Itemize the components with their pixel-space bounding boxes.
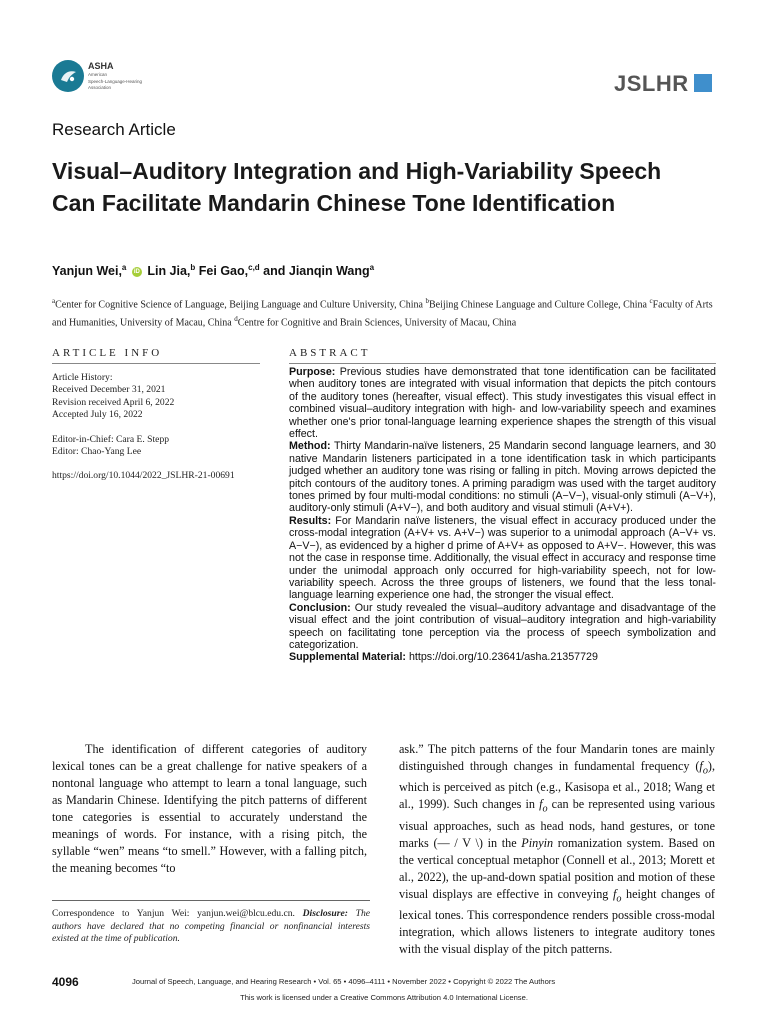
results-label: Results:: [289, 514, 332, 527]
received-date: Received December 31, 2021: [52, 384, 166, 396]
asha-logo-text: [88, 62, 142, 91]
doi-link[interactable]: https://doi.org/10.1044/2022_JSLHR-21-00691: [52, 470, 235, 482]
article-type: Research Article: [52, 120, 176, 139]
method-label: Method:: [289, 440, 331, 453]
article-info-heading: ARTICLE INFO: [52, 347, 163, 359]
purpose-label: Purpose:: [289, 366, 336, 378]
body-text: can be represented using various visual approaches, such as head nods, hand gestures, or tone marks (— / V \) in the: [399, 797, 716, 850]
asha-org-line: American: [88, 72, 108, 77]
conclusion-label: Conclusion:: [289, 601, 351, 614]
disclosure-text: The authors have declared that no competing financial or nonfinancial interests existed at the time of publication.: [52, 908, 371, 945]
author-name: Yanjun Wei,: [52, 264, 122, 279]
body-paragraph: [399, 741, 715, 958]
affiliation: Centre for Cognitive and Brain Sciences, University of Macau, China: [237, 317, 517, 329]
body-column-right: [399, 741, 715, 958]
asha-logo-icon: [52, 60, 84, 92]
author-affil-sup: c,d: [248, 263, 260, 272]
disclosure-label: Disclosure:: [302, 908, 348, 919]
author-list: [52, 263, 374, 278]
body-column-left: [52, 741, 367, 877]
journal-logo-square-icon: [694, 74, 712, 92]
revision-date: Revision received April 6, 2022: [52, 396, 175, 408]
body-text: romanization system. Based on the vertical conceptual metaphor (Connell et al., 2013; Morett et al., 2022), the up-and-down spatial position and motion of these visual displays are effective in conveying: [399, 835, 715, 901]
journal-logo: JSLHR: [614, 71, 689, 96]
divider: [289, 363, 716, 364]
supplemental-link[interactable]: https://doi.org/10.23641/asha.21357729: [406, 651, 598, 664]
affiliation: Faculty of Arts and Humanities, University of Macau, China: [52, 299, 713, 329]
page-number: 4096: [52, 975, 79, 989]
orcid-icon[interactable]: iD: [133, 269, 140, 276]
body-paragraph: The identification of different categories of auditory lexical tones can be a great challenge for native speakers of a nontonal language who attempt to learn a tonal language, such as Mandarin Chinese. Identifying the pitch patterns of different tone categories is essential to accurately understand the meanings of words. For instance, with a rising pitch, the syllable “wen” means “to smell.” However, with a falling pitch, the meaning becomes “to: [52, 742, 367, 875]
footnote: [52, 908, 370, 946]
asha-org-line: Association: [88, 85, 112, 91]
conclusion-text: Our study revealed the visual–auditory advantage and disadvantage of the visual effect and the joint contribution of visual–auditory integration and high-variability speech on facilitating tone perception via the process of speech symbolization and categorization.: [289, 601, 716, 651]
supplemental-label: Supplemental Material:: [289, 651, 406, 664]
affiliation: Center for Cognitive Science of Language, Beijing Language and Culture University, China: [55, 299, 426, 311]
abstract-body: [289, 366, 716, 664]
citation-line: Journal of Speech, Language, and Hearing Research • Vol. 65 • 4096–4111 • November 2022 • Copyright © 2022 The Authors: [132, 977, 556, 986]
affil-sup: c: [649, 297, 653, 305]
f0-symbol: $f_o$: [612, 886, 622, 905]
history-label: Article History:: [52, 372, 113, 383]
author-name: and Jianqin Wang: [263, 264, 370, 279]
method-text: Thirty Mandarin-naïve listeners, 25 Mandarin second language learners, and 30 native Mandarin listeners participated in a tone identification task in which participants judged whether an auditory tone was rising or falling in pitch. Moving arrows depicted the pitch contours of the auditory tones. A priming paradigm was used with the target auditory tones primed by four multi-modal conditions: no stimuli (A−V−), visual-only stimuli (A−V+), auditory-only stimuli (A+V−), and both auditory and visual stimuli (A+V+).: [289, 440, 716, 515]
f0-symbol: $f_o$: [539, 797, 548, 815]
license-line: This work is licensed under a Creative Commons Attribution 4.0 International License.: [240, 993, 528, 1002]
abstract-heading: ABSTRACT: [289, 347, 371, 359]
results-text: For Mandarin naïve listeners, the visual effect in accuracy produced under the cross-modal integration (A+V+ vs. A+V−) was superior to a unimodal approach (A−V+ vs. A−V−), as evidenced by a higher d prime of A+V+ as opposed to A+V−. However, this was not the case in response time. Additionally, the visual effect in accuracy and response time under the unimodal approach only occurred for high-variability speech, not for low-variability speech. Across the three groups of listeners, we found that the less tonal-language learning experience one had, the stronger the visual effect.: [289, 514, 716, 602]
purpose-text: Previous studies have demonstrated that tone identification can be facilitated when auditory tones are integrated with visual information that depicts the pitch contours of the auditory tones (hereafter, visual effect). This study investigates this visual effect in combined visual–auditory integration with high- and low-variability speech and examines whether one's prior tonal-language learning experience shapes the strength of this visual effect.: [289, 366, 716, 441]
affiliations: [52, 294, 717, 331]
author-affil-sup: b: [190, 263, 196, 272]
f0-symbol: $f_o$: [699, 759, 708, 777]
article-title: Visual–Auditory Integration and High-Variability Speech Can Facilitate Mandarin Chinese Tone Identification: [52, 158, 662, 216]
editor-in-chief: Editor-in-Chief: Cara E. Stepp: [52, 433, 170, 445]
affil-sup: a: [52, 297, 56, 305]
author-name: Fei Gao,: [198, 264, 249, 279]
affiliation: Beijing Chinese Language and Culture College, China: [428, 299, 650, 311]
author-affil-sup: a: [121, 263, 127, 272]
correspondence: Correspondence to Yanjun Wei: yanjun.wei@blcu.edu.cn.: [52, 908, 303, 919]
editor: Editor: Chao-Yang Lee: [52, 446, 142, 458]
article-info: [52, 372, 267, 495]
affil-sup: d: [234, 315, 238, 324]
body-text: ), which is perceived as pitch (e.g., Kasisopa et al., 2018; Wang et al., 1999). Such changes in: [399, 759, 715, 812]
body-text: ask.” The pitch patterns of the four Mandarin tones are mainly distinguished through changes in fundamental frequency (: [399, 742, 715, 773]
author-name: Lin Jia,: [147, 264, 191, 279]
footnote-divider: [52, 900, 370, 901]
author-affil-sup: a: [369, 263, 375, 272]
affil-sup: b: [425, 297, 429, 305]
asha-abbrev: ASHA: [88, 61, 114, 71]
pinyin-term: Pinyin: [521, 835, 554, 850]
asha-org-line: Speech-Language-Hearing: [88, 78, 143, 84]
divider: [52, 363, 260, 364]
body-text: height changes of lexical tones. This correspondence renders possible cross-modal integration, which allows listeners to integrate auditory tones with the visual display of the pitch patterns.: [399, 886, 715, 957]
accepted-date: Accepted July 16, 2022: [52, 409, 143, 421]
